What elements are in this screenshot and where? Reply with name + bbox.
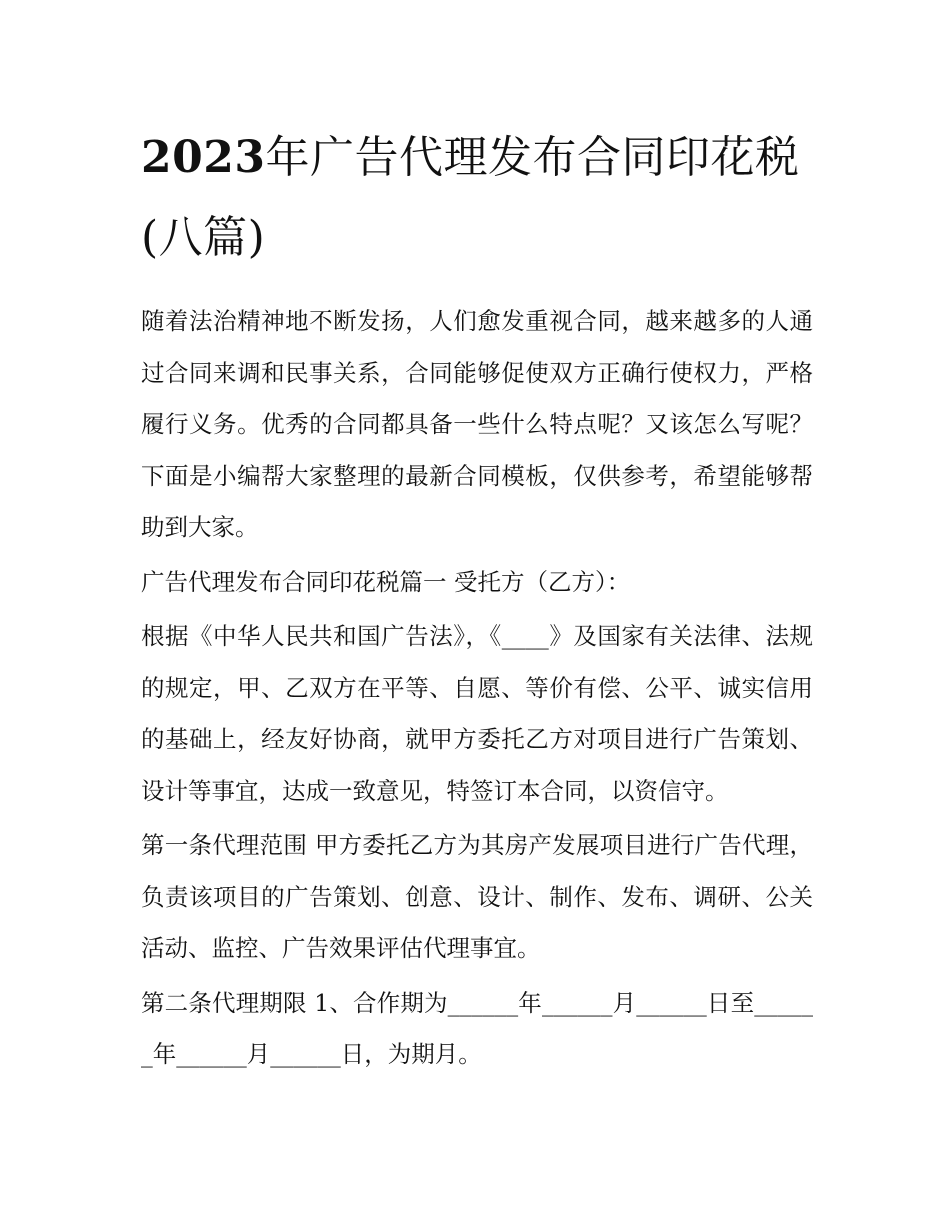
section-heading-part-one: 广告代理发布合同印花税篇一 受托方（乙方）： <box>141 567 631 596</box>
document-title <box>141 118 813 278</box>
intro-paragraph: 随着法治精神地不断发扬，人们愈发重视合同，越来越多的人通过合同来调和民事关系，合同能够促使双方正确行使权力，严格履行义务。优秀的合同都具备一些什么特点呢？又该怎么写呢？下面是小编帮大家整理的最新合同模板，仅供参考，希望能够帮助到大家。 <box>141 307 813 541</box>
title-year: 2023 <box>141 132 266 183</box>
title-text: 年广告代理发布合同印花税(八篇) <box>141 132 800 263</box>
article-one-scope: 第一条代理范围 甲方委托乙方为其房产发展项目进行广告代理，负责该项目的广告策划、创意、设计、制作、发布、调研、公关活动、监控、广告效果评估代理事宜。 <box>141 831 813 962</box>
preamble-paragraph: 根据《中华人民共和国广告法》，《____》及国家有关法律、法规的规定，甲、乙双方在平等、自愿、等价有偿、公平、诚实信用的基础上，经友好协商，就甲方委托乙方对项目进行广告策划、设计等事宜，达成一致意见，特签订本合同，以资信守。 <box>141 622 813 805</box>
document-body <box>141 118 813 1084</box>
article-two-term: 第二条代理期限 1、合作期为______年______月______日至______年______月______日，为期月。 <box>141 988 813 1068</box>
